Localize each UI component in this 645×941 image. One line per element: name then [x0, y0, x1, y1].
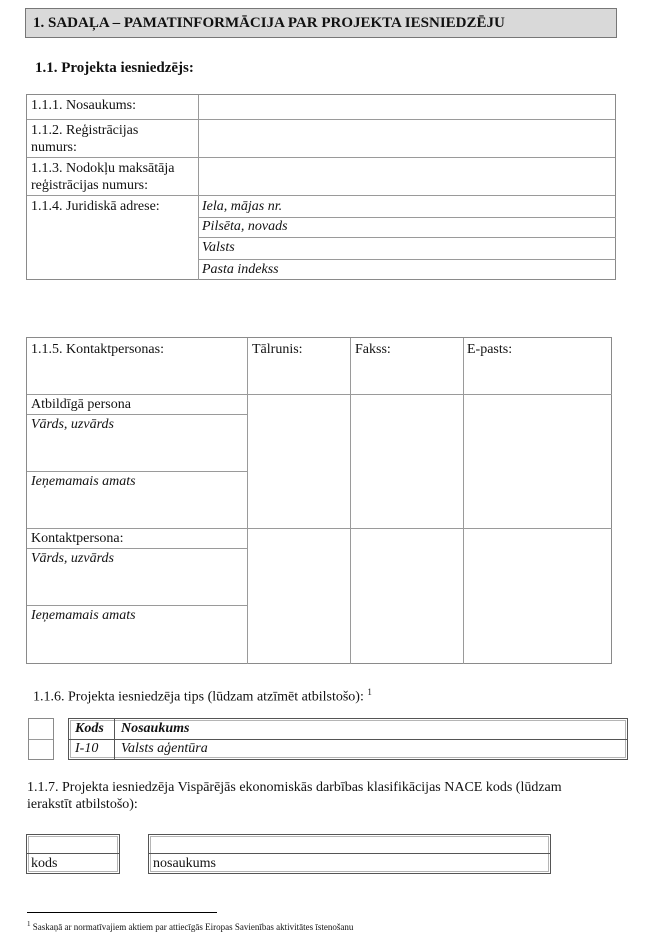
nace-label-line2: ierakstīt atbilstošo): [27, 797, 138, 812]
reg-number-label: 1.1.2. Reģistrācijas [31, 123, 139, 138]
footnote [27, 919, 353, 933]
responsible-email-field[interactable] [464, 396, 610, 528]
type-name-header: Nosaukums [121, 721, 190, 736]
responsible-phone-field[interactable] [248, 396, 348, 528]
name-label: 1.1.1. Nosaukums: [31, 98, 136, 113]
responsible-position-field[interactable]: Ieņemamais amats [31, 474, 136, 489]
contact-person-label: Kontaktpersona: [31, 531, 124, 546]
footnote-text: Saskaņā ar normatīvajiem aktiem par attiecīgās Eiropas Savienības aktivitātes īstenošanu [32, 922, 354, 932]
responsible-person-label: Atbildīgā persona [31, 397, 131, 412]
address-postal-field[interactable]: Pasta indekss [202, 262, 279, 277]
address-country-field[interactable]: Valsts [202, 240, 235, 255]
contact-name-field[interactable]: Vārds, uzvārds [31, 551, 114, 566]
contact-fax-field[interactable] [351, 530, 461, 662]
type-name-value: Valsts aģentūra [121, 741, 208, 756]
reg-number-label-line2: numurs: [31, 140, 77, 155]
contact-email-field[interactable] [464, 530, 610, 662]
address-city-field[interactable]: Pilsēta, novads [202, 219, 288, 234]
fax-column-header: Fakss: [355, 342, 391, 357]
footnote-number: 1 [27, 920, 31, 928]
nace-code-label: kods [31, 856, 58, 871]
section-header-title: 1. SADAĻA – PAMATINFORMĀCIJA PAR PROJEKTA IESNIEDZĒJU [33, 15, 505, 31]
phone-column-header: Tālrunis: [252, 342, 303, 357]
address-label: 1.1.4. Juridiskā adrese: [31, 199, 160, 214]
contact-position-field[interactable]: Ieņemamais amats [31, 608, 136, 623]
footnote-divider [27, 912, 217, 913]
subsection-heading: 1.1. Projekta iesniedzējs: [35, 60, 194, 76]
type-code-value: I-10 [75, 741, 99, 756]
tax-number-label: 1.1.3. Nodokļu maksātāja [31, 161, 175, 176]
tax-number-field[interactable] [199, 158, 615, 194]
responsible-name-field[interactable]: Vārds, uzvārds [31, 417, 114, 432]
type-code-header: Kods [75, 721, 104, 736]
type-checkbox[interactable] [30, 740, 52, 758]
responsible-fax-field[interactable] [351, 396, 461, 528]
footnote-ref: 1 [367, 687, 372, 697]
email-column-header: E-pasts: [467, 342, 513, 357]
applicant-type-label: 1.1.6. Projekta iesniedzēja tips (lūdzam atzīmēt atbilstošo): $^1$ [33, 687, 372, 705]
contact-phone-field[interactable] [248, 530, 348, 662]
contact-persons-label: 1.1.5. Kontaktpersonas: [31, 342, 164, 357]
reg-number-field[interactable] [199, 120, 615, 156]
nace-name-label: nosaukums [153, 856, 216, 871]
nace-label: 1.1.7. Projekta iesniedzēja Vispārējās ekonomiskās darbības klasifikācijas NACE kods (lūdzam [27, 780, 562, 795]
tax-number-label-line2: reģistrācijas numurs: [31, 178, 149, 193]
address-street-field[interactable]: Iela, mājas nr. [202, 199, 283, 214]
name-field[interactable] [199, 96, 615, 118]
